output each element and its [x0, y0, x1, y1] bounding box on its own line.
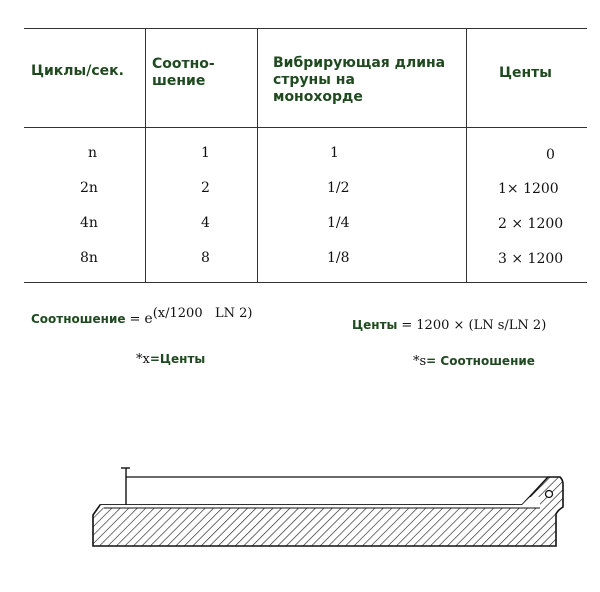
table-cell: 2 × 1200 [498, 216, 564, 232]
ratio-e: e [144, 311, 153, 327]
table-cell: 2n [80, 180, 98, 196]
table-cell: 1 [201, 145, 210, 161]
table-cell: 8 [201, 250, 210, 266]
cents-equals: = [401, 318, 413, 333]
table-cell: 1 [330, 145, 339, 161]
header-ratio: Соотно- шение [152, 56, 215, 89]
note-x-text: =Центы [149, 352, 206, 366]
table-cell: 1/2 [327, 180, 350, 196]
table-cell: 2 [201, 180, 210, 196]
table-cell: 4n [80, 215, 98, 231]
table-cell: 8n [80, 250, 98, 266]
note-x-variable: *x [136, 352, 150, 367]
table-cell: 0 [546, 147, 555, 163]
table-cell: 4 [201, 215, 210, 231]
note-s-variable: *s [413, 354, 427, 369]
header-cycles: Циклы/сек. [31, 63, 124, 79]
ratio-exponent: (x/1200 LN 2) [152, 306, 253, 321]
monochord-body [93, 477, 563, 546]
table-cell: 1/4 [327, 215, 350, 231]
cents-expression: 1200 × (LN s/LN 2) [416, 318, 547, 333]
cents-label: Центы [352, 318, 398, 332]
note-s-text: = Соотношение [426, 354, 535, 368]
table-cell: 1/8 [327, 250, 350, 266]
table-cell: n [88, 145, 98, 161]
monochord-peg [546, 491, 553, 498]
header-string-length: Вибрирующая длина струны на монохорде [273, 55, 446, 105]
table-cell: 3 × 1200 [498, 251, 564, 267]
ratio-equals: = [129, 312, 141, 327]
ratio-label: Соотношение [31, 312, 126, 326]
header-cents: Центы [499, 65, 552, 81]
table-cell: 1× 1200 [498, 181, 559, 197]
